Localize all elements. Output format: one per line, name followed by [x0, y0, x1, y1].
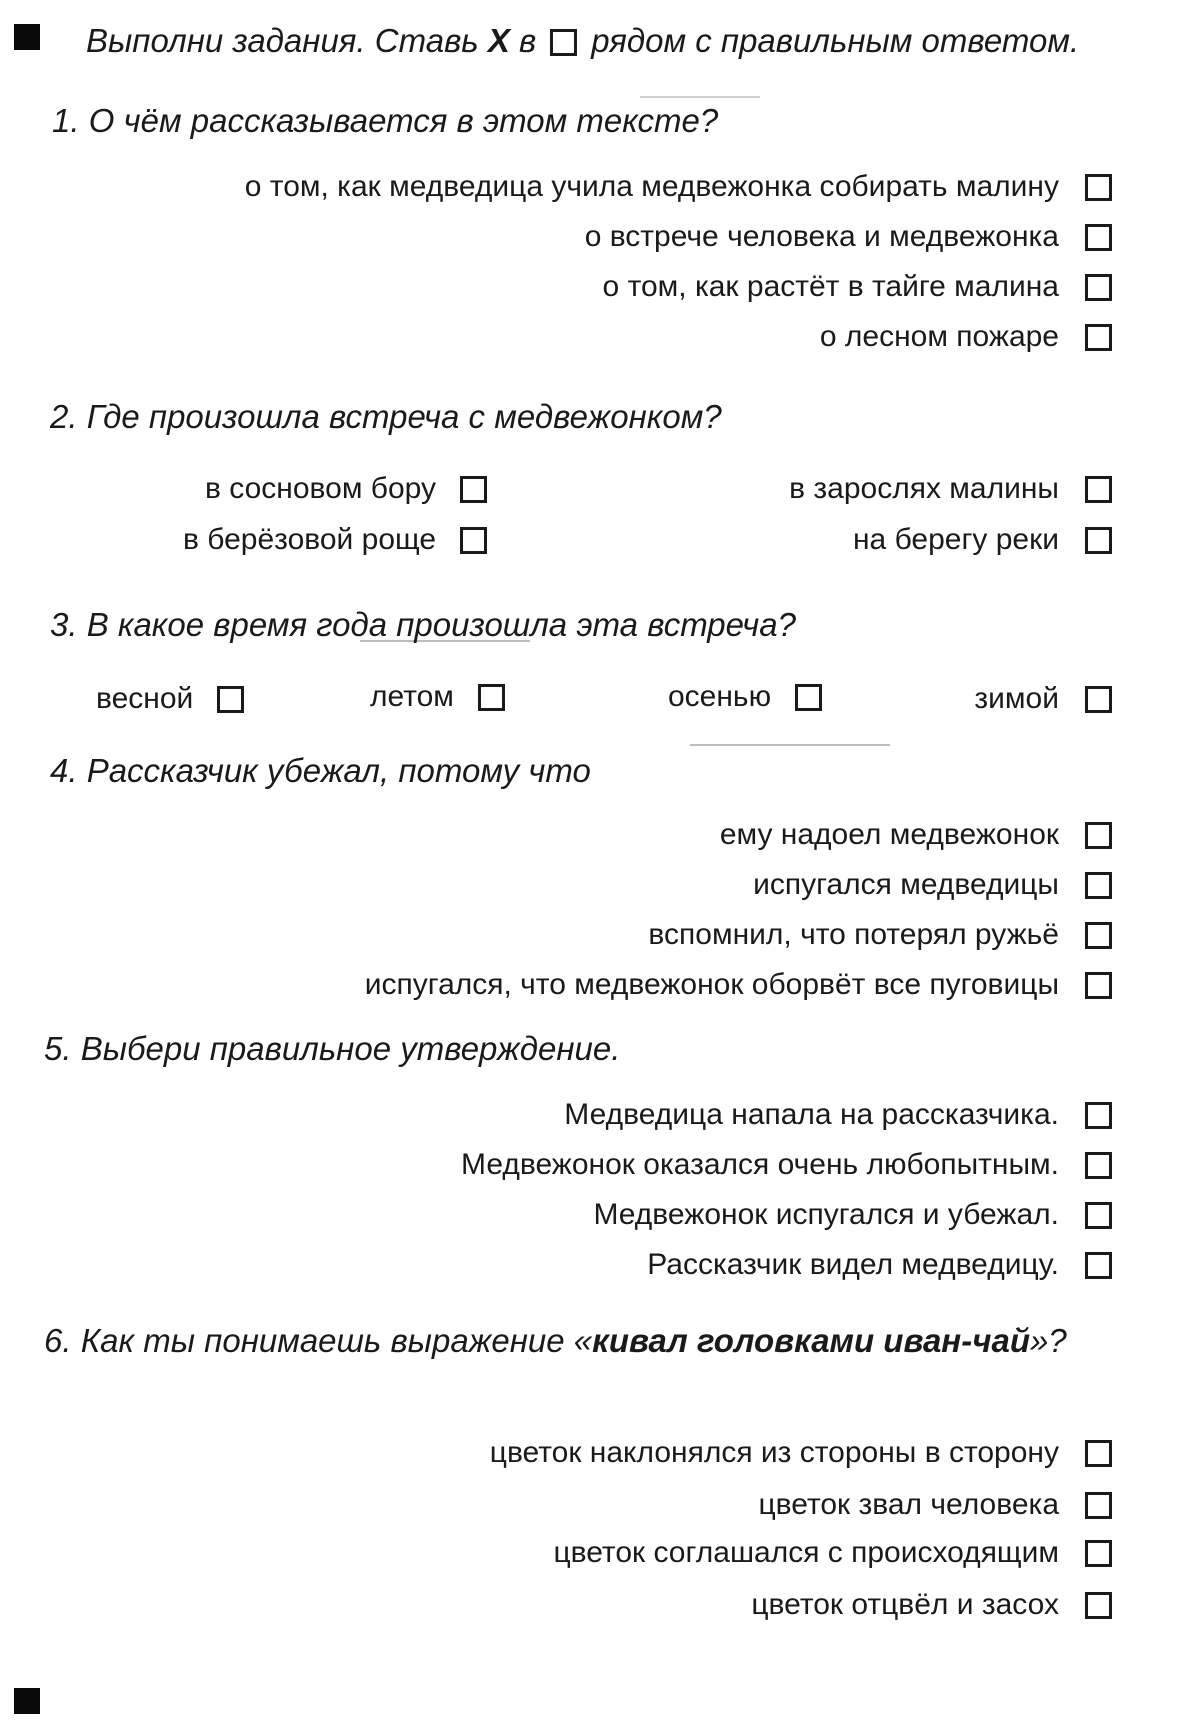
q3-option-label: осенью — [668, 680, 772, 713]
question-4-title: 4. Рассказчик убежал, потому что — [50, 752, 591, 789]
question-5-title: 5. Выбери правильное утверждение. — [44, 1030, 621, 1067]
q1-option-label: о том, как растёт в тайге малина — [602, 270, 1059, 303]
q5-option-label: Медвежонок оказался очень любопытным. — [461, 1148, 1059, 1181]
q3-checkbox-3[interactable] — [795, 684, 822, 711]
q4-option[interactable] — [365, 968, 1112, 1002]
q1-option[interactable] — [603, 270, 1112, 304]
q6-checkbox-2[interactable] — [1085, 1492, 1112, 1519]
q2-option-label: на берегу реки — [852, 523, 1059, 556]
q5-option[interactable] — [461, 1148, 1112, 1182]
q1-checkbox-4[interactable] — [1085, 324, 1112, 351]
q6-title-phrase: кивал головками иван-чай — [592, 1322, 1030, 1359]
instruction-x-mark: X — [487, 22, 510, 59]
q3-option-label: зимой — [974, 682, 1059, 715]
q3-option-label: летом — [370, 680, 454, 713]
q2-option-label: в зарослях малины — [789, 472, 1059, 505]
q1-checkbox-1[interactable] — [1085, 174, 1112, 201]
q2-option[interactable] — [183, 523, 487, 557]
q4-option-label: испугался, что медвежонок оборвёт все пуговицы — [364, 968, 1059, 1001]
q4-option-label: ему надоел медвежонок — [719, 818, 1059, 851]
q5-checkbox-1[interactable] — [1085, 1102, 1112, 1129]
scan-speck — [690, 744, 890, 746]
q1-option[interactable] — [245, 170, 1112, 204]
q6-checkbox-3[interactable] — [1085, 1540, 1112, 1567]
q6-option[interactable] — [490, 1436, 1112, 1470]
q6-title-post: »? — [1029, 1322, 1067, 1359]
question-2-title: 2. Где произошла встреча с медвежонком? — [50, 398, 722, 435]
q3-checkbox-4[interactable] — [1085, 686, 1112, 713]
q6-option[interactable] — [553, 1536, 1112, 1570]
q6-title-pre: 6. Как ты понимаешь выражение « — [44, 1322, 593, 1359]
q2-checkbox-4[interactable] — [1085, 527, 1112, 554]
q1-option-label: о том, как медведица учила медвежонка собирать малину — [244, 170, 1059, 203]
q4-option-label: испугался медведицы — [753, 868, 1059, 901]
q4-checkbox-2[interactable] — [1085, 872, 1112, 899]
q2-option[interactable] — [789, 472, 1112, 506]
instruction — [86, 22, 1079, 60]
q5-checkbox-2[interactable] — [1085, 1152, 1112, 1179]
q1-option[interactable] — [585, 220, 1112, 254]
question-6-title — [44, 1322, 1067, 1360]
q2-option-label: в сосновом бору — [205, 472, 437, 505]
q6-checkbox-1[interactable] — [1085, 1440, 1112, 1467]
q5-checkbox-4[interactable] — [1085, 1252, 1112, 1279]
q4-option[interactable] — [753, 868, 1112, 902]
q3-option[interactable] — [96, 682, 244, 716]
q1-option-label: о встрече человека и медвежонка — [584, 220, 1059, 253]
q4-checkbox-4[interactable] — [1085, 972, 1112, 999]
q4-checkbox-3[interactable] — [1085, 922, 1112, 949]
q4-option[interactable] — [648, 918, 1112, 952]
q4-option-label: вспомнил, что потерял ружьё — [648, 918, 1059, 951]
corner-marker-top — [14, 24, 40, 50]
q3-checkbox-2[interactable] — [478, 684, 505, 711]
q1-option[interactable] — [820, 320, 1112, 354]
q5-checkbox-3[interactable] — [1085, 1202, 1112, 1229]
q3-option[interactable] — [974, 682, 1112, 716]
q6-option-label: цветок звал человека — [758, 1488, 1059, 1521]
instruction-post: рядом с правильным ответом. — [591, 22, 1080, 59]
instruction-pre: Выполни задания. Ставь — [86, 22, 479, 59]
q6-option-label: цветок отцвёл и засох — [751, 1588, 1059, 1621]
q6-checkbox-4[interactable] — [1085, 1592, 1112, 1619]
q3-option[interactable] — [370, 680, 505, 714]
q5-option-label: Медведица напала на рассказчика. — [564, 1098, 1059, 1131]
corner-marker-bottom — [14, 1688, 40, 1714]
question-1-title: 1. О чём рассказывается в этом тексте? — [52, 102, 719, 139]
q2-checkbox-3[interactable] — [1085, 476, 1112, 503]
q1-checkbox-3[interactable] — [1085, 274, 1112, 301]
q2-option-label: в берёзовой роще — [183, 523, 437, 556]
q6-option-label: цветок наклонялся из стороны в сторону — [489, 1436, 1059, 1469]
q4-option[interactable] — [720, 818, 1112, 852]
q3-option[interactable] — [668, 680, 822, 714]
q2-checkbox-2[interactable] — [460, 527, 487, 554]
q5-option[interactable] — [564, 1098, 1112, 1132]
q2-option[interactable] — [853, 523, 1112, 557]
q5-option-label: Медвежонок испугался и убежал. — [593, 1198, 1059, 1231]
q4-checkbox-1[interactable] — [1085, 822, 1112, 849]
q5-option-label: Рассказчик видел медведицу. — [647, 1248, 1059, 1281]
question-3-title: 3. В какое время года произошла эта встреча? — [50, 606, 796, 643]
q2-option[interactable] — [205, 472, 487, 506]
q6-option-label: цветок соглашался с происходящим — [553, 1536, 1059, 1569]
q5-option[interactable] — [647, 1248, 1112, 1282]
q6-option[interactable] — [751, 1588, 1112, 1622]
q3-checkbox-1[interactable] — [217, 686, 244, 713]
instruction-checkbox-sample — [550, 29, 577, 56]
q1-option-label: о лесном пожаре — [819, 320, 1059, 353]
q5-option[interactable] — [593, 1198, 1112, 1232]
q1-checkbox-2[interactable] — [1085, 224, 1112, 251]
q6-option[interactable] — [759, 1488, 1113, 1522]
instruction-mid: в — [519, 22, 537, 59]
scan-speck — [640, 96, 760, 98]
q2-checkbox-1[interactable] — [460, 476, 487, 503]
q3-option-label: весной — [96, 682, 194, 715]
